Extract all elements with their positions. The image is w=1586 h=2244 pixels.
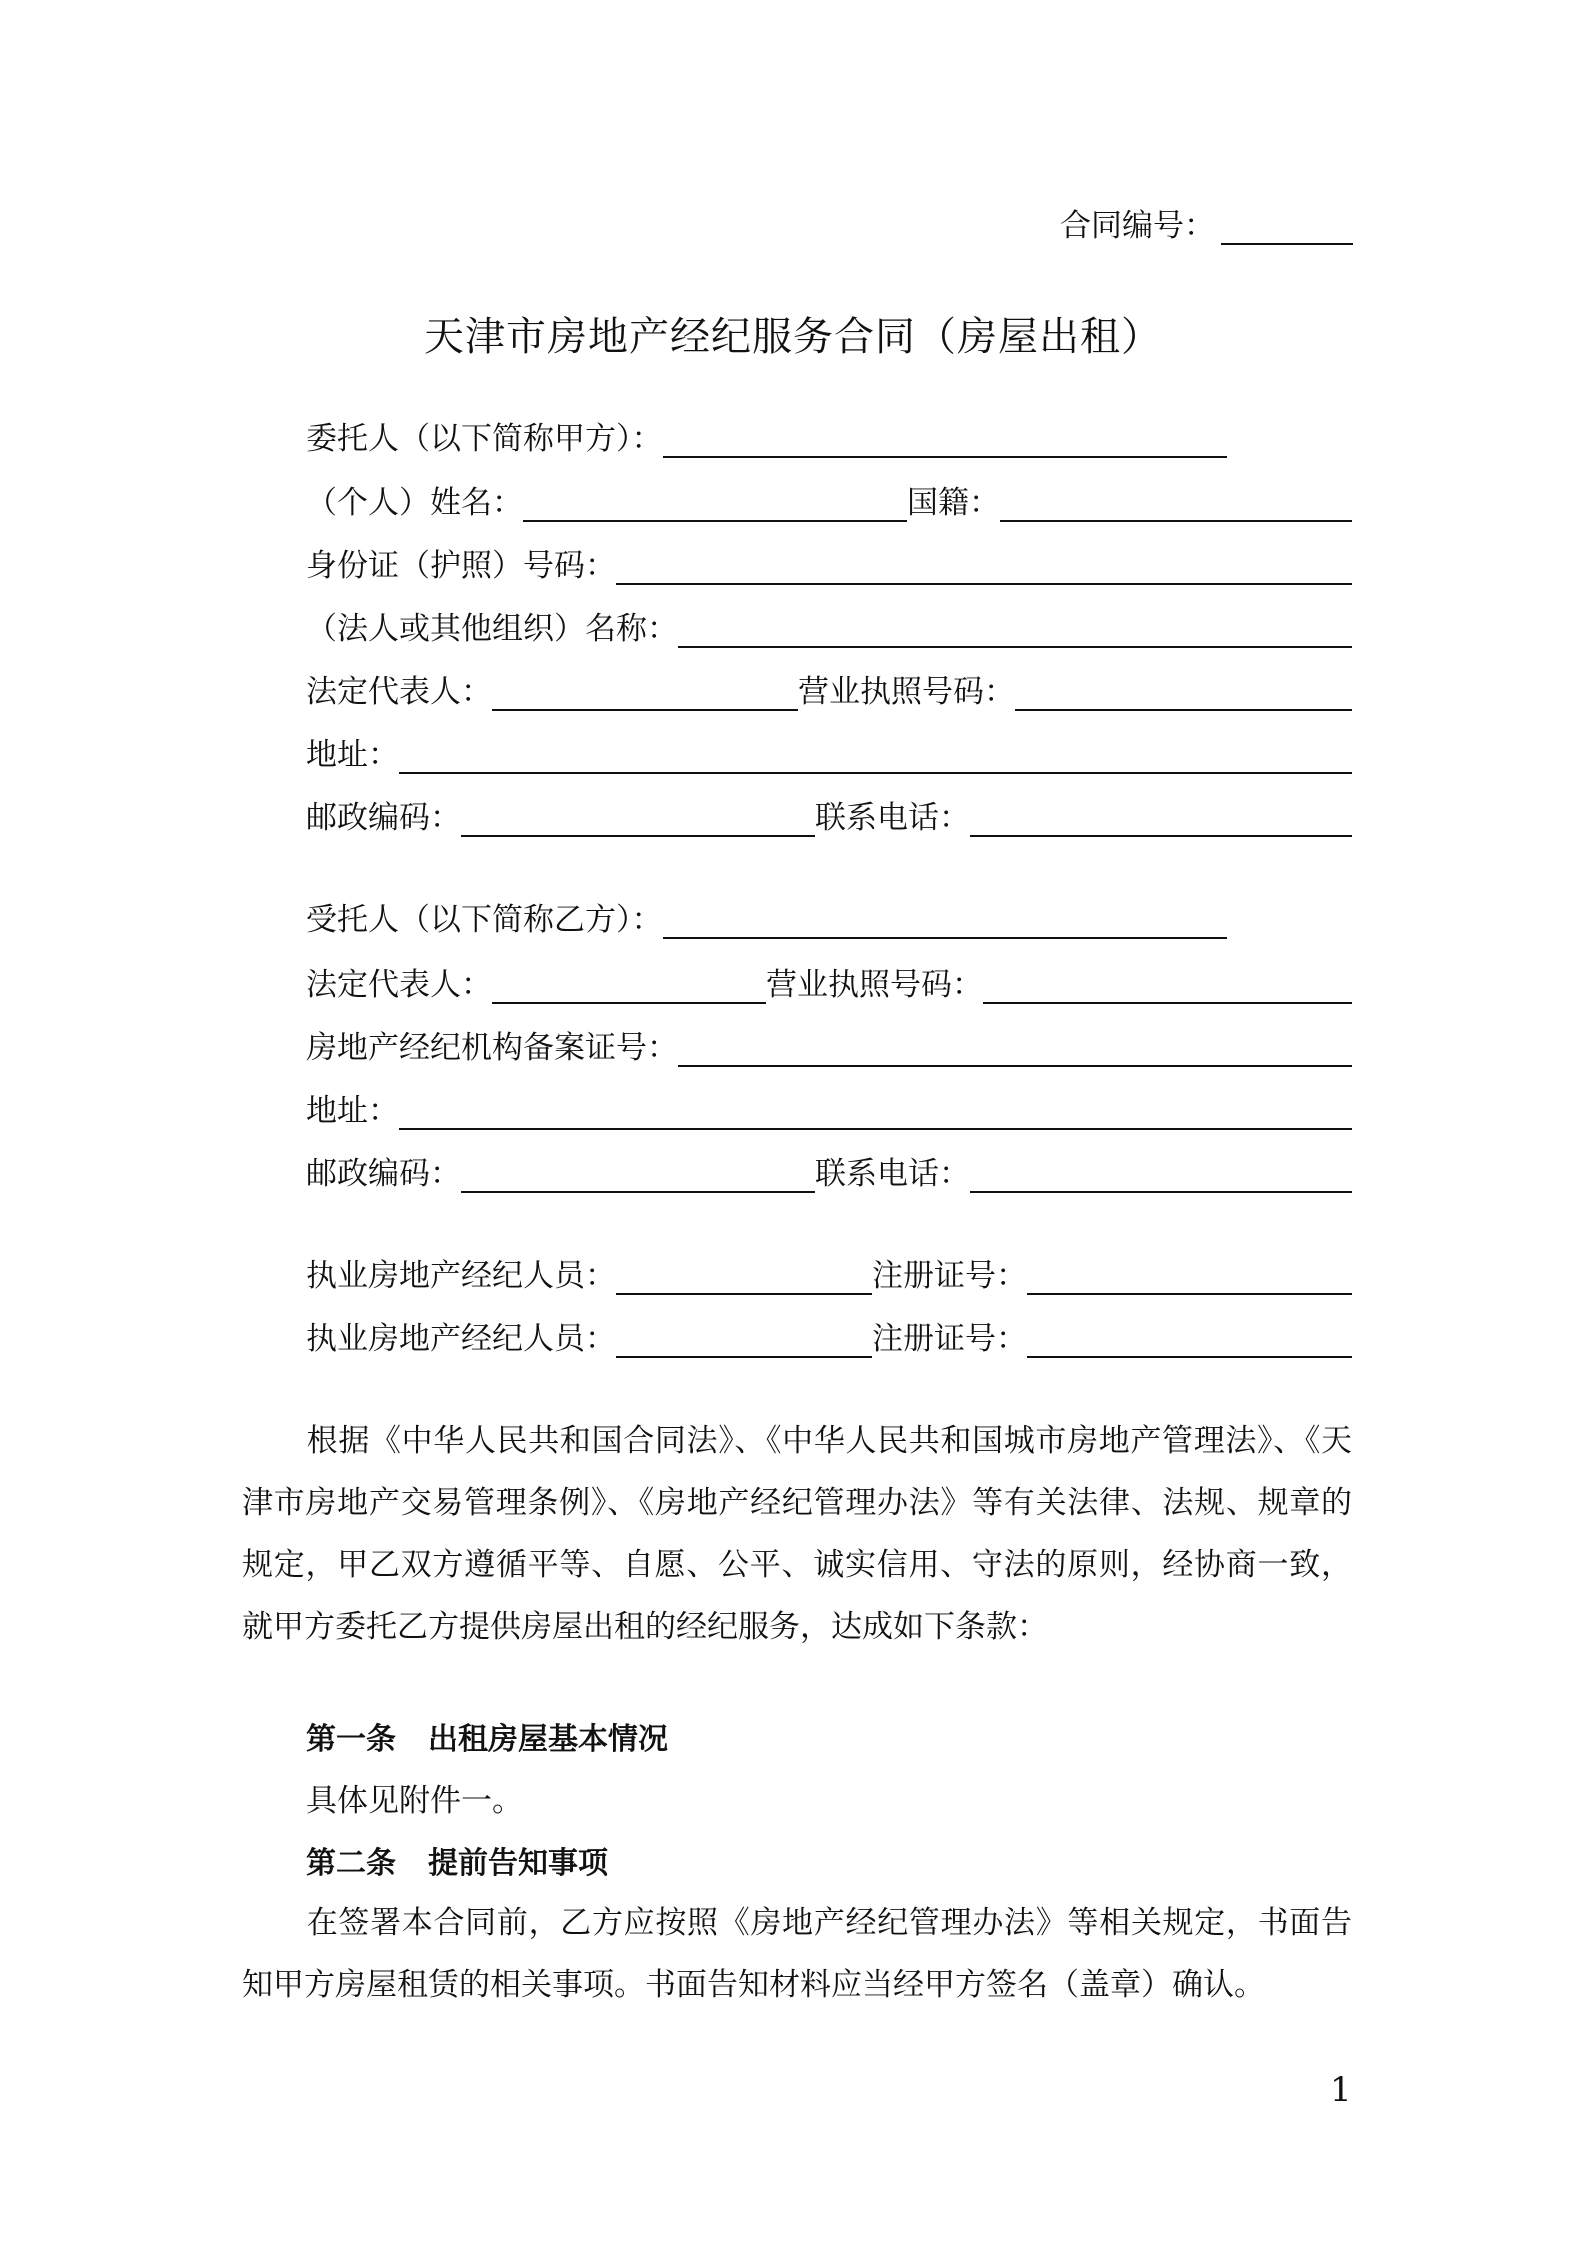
name-blank[interactable] (523, 486, 907, 522)
article-1-heading (306, 1714, 668, 1758)
article-2-number: 第二条 (306, 1846, 396, 1881)
article-1-body: 具体见附件一。 (306, 1783, 523, 1819)
party-a-phone-blank[interactable] (970, 801, 1352, 837)
party-b-address-label: 地址： (306, 1093, 399, 1129)
party-a-id-row (306, 541, 1352, 585)
article-2-heading (306, 1838, 608, 1882)
party-a-org-row (306, 604, 1352, 648)
party-b-address-row (306, 1086, 1352, 1130)
name-label: （个人）姓名： (306, 485, 523, 521)
party-a-postcode-row (306, 793, 1352, 837)
party-a-rep-label: 法定代表人： (306, 674, 492, 710)
party-b-rep-row (306, 960, 1352, 1004)
party-b-agency-row (306, 1023, 1352, 1067)
party-a-address-row (306, 730, 1352, 774)
party-a-rep-blank[interactable] (492, 675, 798, 711)
document-title: 天津市房地产经纪服务合同（房屋出租） (424, 314, 1162, 360)
party-a-license-blank[interactable] (1015, 675, 1352, 711)
party-b-postcode-row (306, 1149, 1352, 1193)
party-b-rep-blank[interactable] (492, 968, 766, 1004)
article-2-body: 在签署本合同前，乙方应按照《房地产经纪管理办法》等相关规定，书面告知甲方房屋租赁的相关事项。书面告知材料应当经甲方签名（盖章）确认。 (242, 1905, 1352, 2003)
party-a-blank[interactable] (663, 422, 1227, 458)
preamble-text: 根据《中华人民共和国合同法》、《中华人民共和国城市房地产管理法》、《天津市房地产交易管理条例》、《房地产经纪管理办法》等有关法律、法规、规章的规定，甲乙双方遵循平等、自愿、公平、诚实信用、守法的原则，经协商一致，就甲方委托乙方提供房屋出租的经纪服务，达成如下条款： (242, 1423, 1352, 1645)
reg-blank[interactable] (1027, 1259, 1352, 1295)
nationality-label: 国籍： (907, 485, 1000, 521)
agent-blank[interactable] (616, 1322, 872, 1358)
agent-row (306, 1314, 1352, 1358)
article-2-title: 提前告知事项 (428, 1846, 608, 1881)
agent-label: 执业房地产经纪人员： (306, 1258, 616, 1294)
party-a-heading-row (306, 414, 1352, 458)
page-number: 1 (1330, 2070, 1352, 2110)
article-1-title: 出租房屋基本情况 (428, 1722, 668, 1757)
party-a-address-blank[interactable] (399, 738, 1352, 774)
party-a-postcode-label: 邮政编码： (306, 800, 461, 836)
party-a-address-label: 地址： (306, 737, 399, 773)
contract-number (1060, 200, 1353, 245)
party-b-phone-blank[interactable] (970, 1157, 1352, 1193)
id-label: 身份证（护照）号码： (306, 548, 616, 584)
preamble-paragraph (242, 1410, 1352, 1658)
agent-row (306, 1251, 1352, 1295)
nationality-blank[interactable] (1000, 486, 1352, 522)
article-2-paragraph (242, 1892, 1352, 2016)
contract-number-label: 合同编号： (1060, 208, 1215, 244)
agency-label: 房地产经纪机构备案证号： (306, 1030, 678, 1066)
org-blank[interactable] (678, 612, 1352, 648)
org-label: （法人或其他组织）名称： (306, 611, 678, 647)
party-b-license-blank[interactable] (983, 968, 1352, 1004)
party-b-license-label: 营业执照号码： (766, 967, 983, 1003)
party-a-phone-label: 联系电话： (815, 800, 970, 836)
article-1-number: 第一条 (306, 1722, 396, 1757)
party-b-heading-row (306, 895, 1352, 939)
party-a-heading: 委托人（以下简称甲方）： (306, 421, 663, 457)
party-b-address-blank[interactable] (399, 1094, 1352, 1130)
party-b-phone-label: 联系电话： (815, 1156, 970, 1192)
agency-blank[interactable] (678, 1031, 1352, 1067)
party-b-rep-label: 法定代表人： (306, 967, 492, 1003)
party-b-postcode-blank[interactable] (461, 1157, 815, 1193)
party-b-blank[interactable] (663, 903, 1227, 939)
party-a-rep-row (306, 667, 1352, 711)
id-blank[interactable] (616, 549, 1352, 585)
party-a-license-label: 营业执照号码： (798, 674, 1015, 710)
party-a-name-row (306, 478, 1352, 522)
reg-blank[interactable] (1027, 1322, 1352, 1358)
contract-number-blank[interactable] (1221, 213, 1353, 245)
party-b-postcode-label: 邮政编码： (306, 1156, 461, 1192)
agent-label: 执业房地产经纪人员： (306, 1321, 616, 1357)
party-b-heading: 受托人（以下简称乙方）： (306, 902, 663, 938)
reg-label: 注册证号： (872, 1258, 1027, 1294)
agent-blank[interactable] (616, 1259, 872, 1295)
reg-label: 注册证号： (872, 1321, 1027, 1357)
party-a-postcode-blank[interactable] (461, 801, 815, 837)
